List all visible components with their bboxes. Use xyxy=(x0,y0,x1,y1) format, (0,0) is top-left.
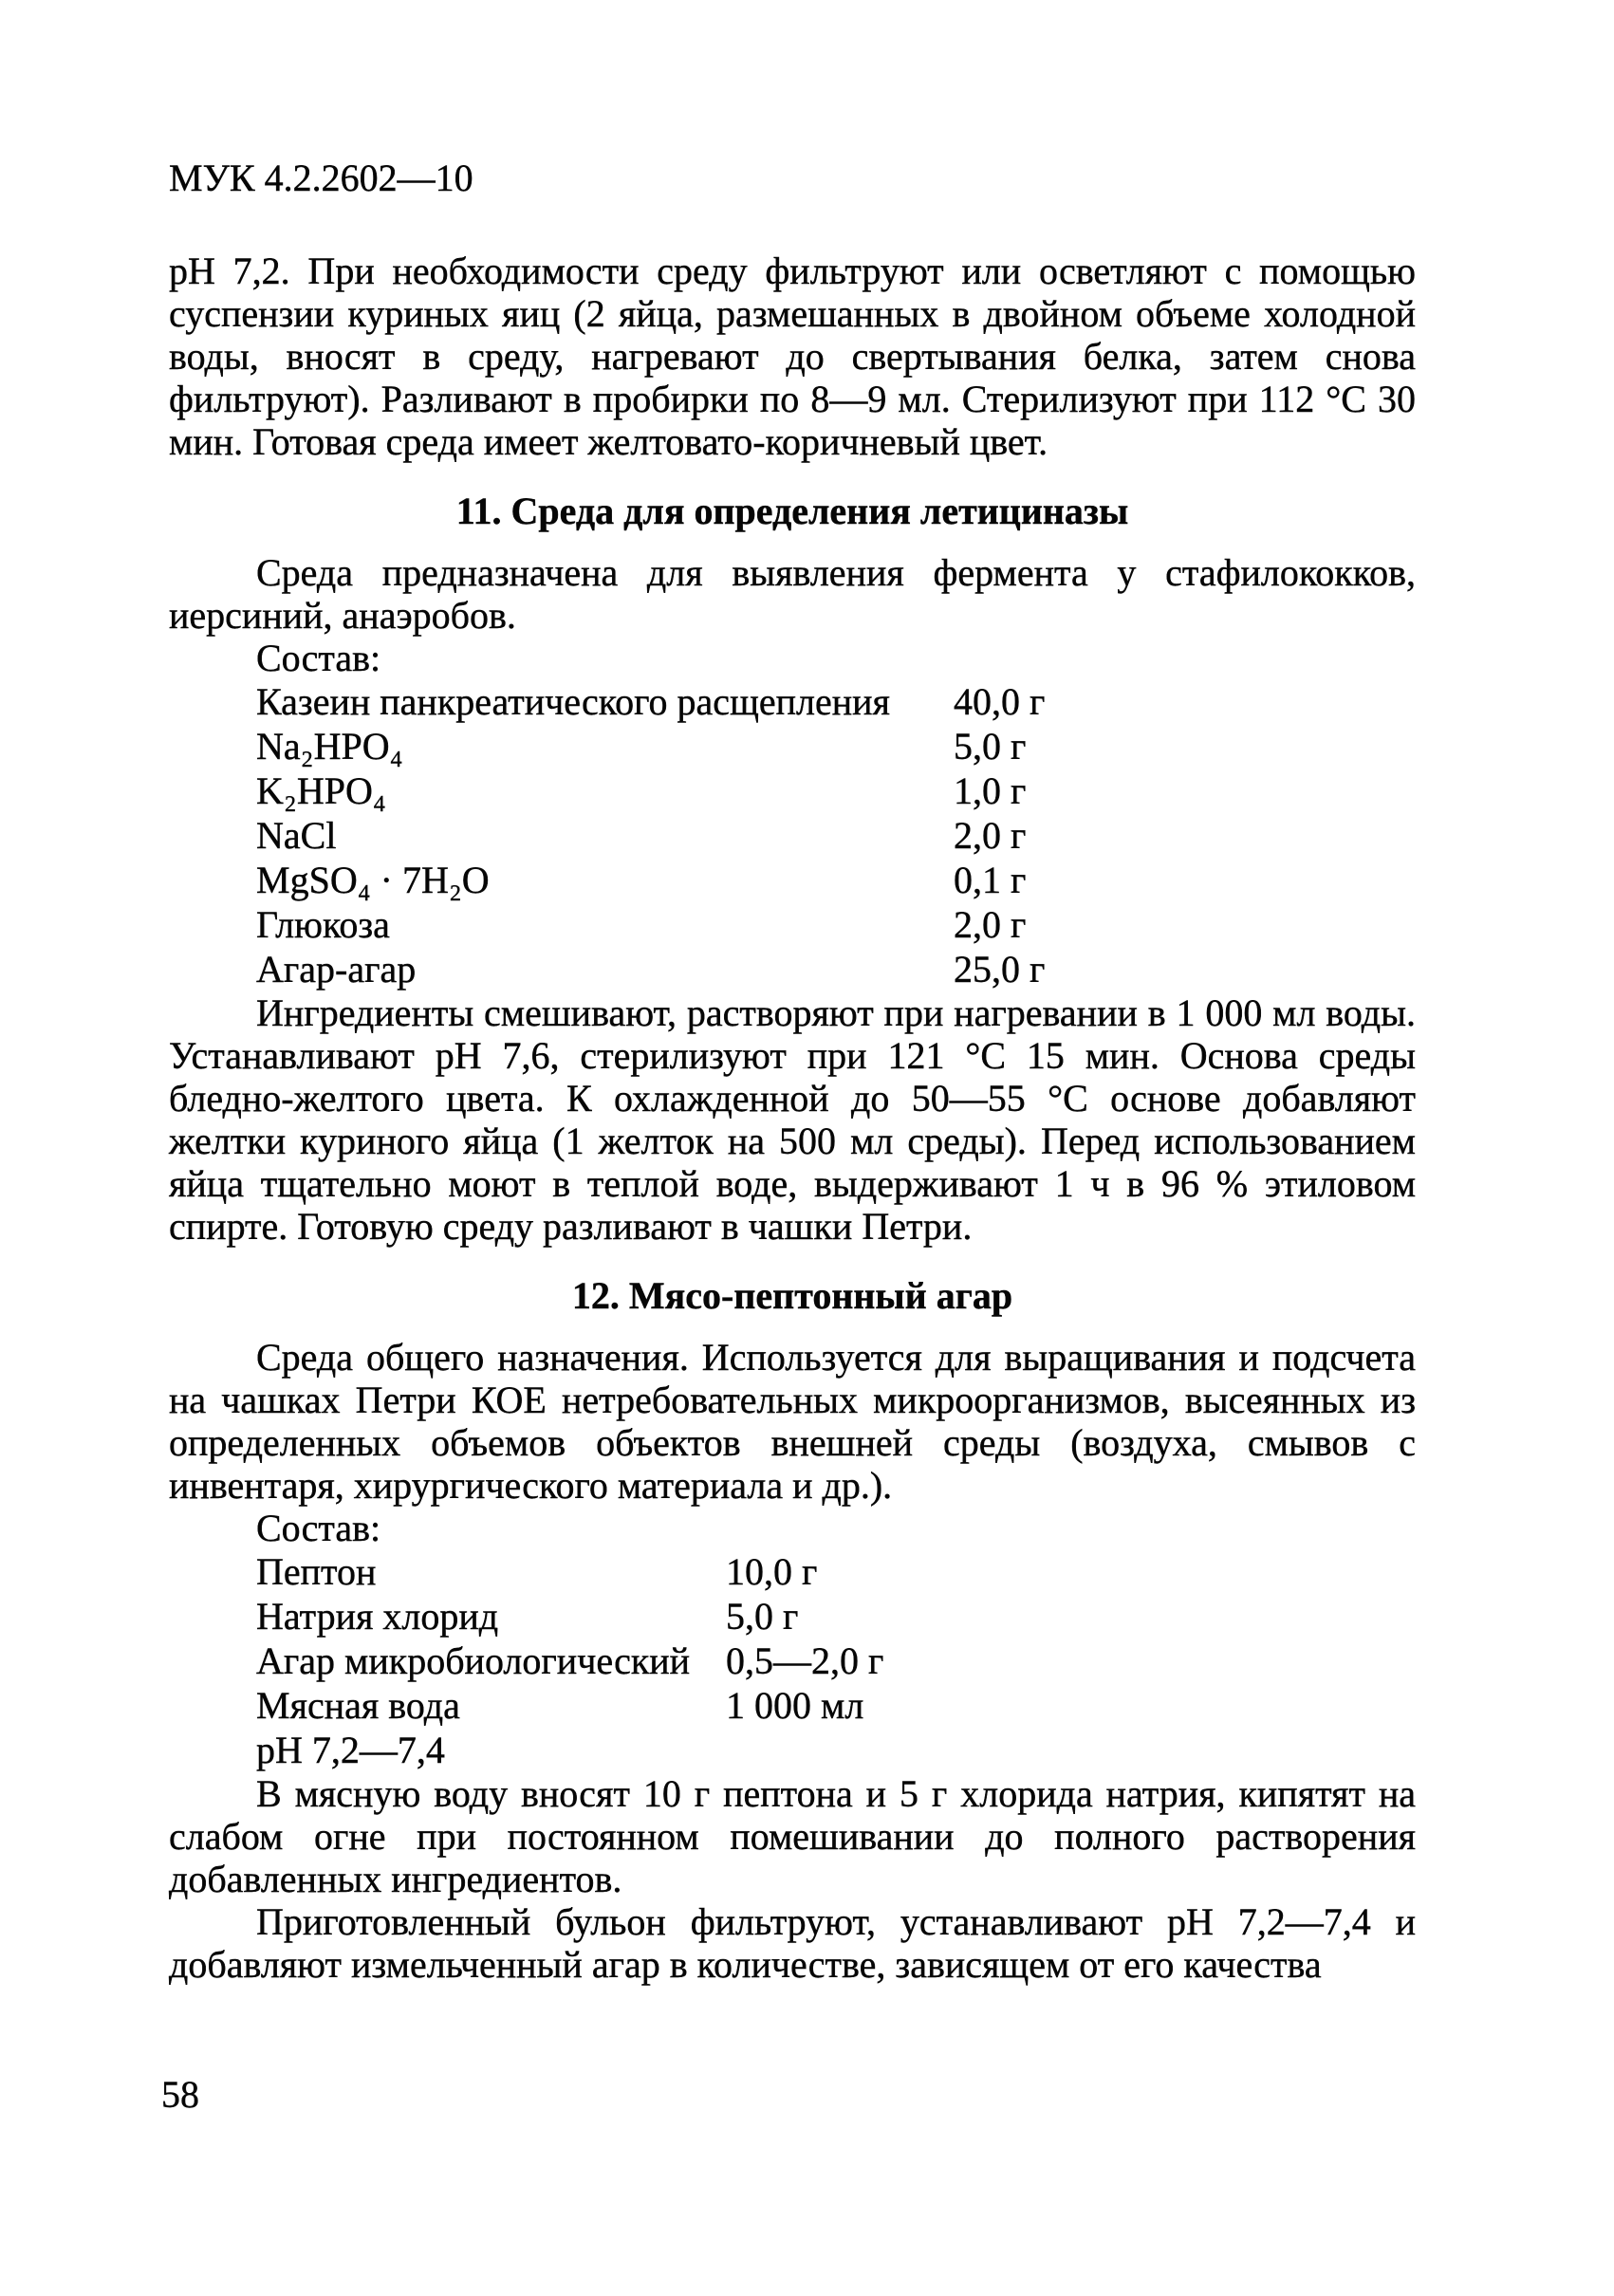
ingredient-amount: 40,0 г xyxy=(954,680,1046,723)
ingredient-amount: 2,0 г xyxy=(954,903,1027,946)
ingredient-name: Казеин панкреатического расщепления xyxy=(256,680,890,723)
ph-value-line: pH 7,2—7,4 xyxy=(256,1729,445,1771)
ingredient-amount: 1 000 мл xyxy=(726,1684,864,1727)
ingredient-amount: 5,0 г xyxy=(726,1595,799,1638)
section-11-purpose: Среда предназначена для выявления фермента у стафилококков, иерсиний, анаэробов. xyxy=(169,551,1416,637)
page-number: 58 xyxy=(161,2073,199,2116)
section-12-composition-label: Состав: xyxy=(256,1507,381,1549)
doc-code-header: МУК 4.2.2602—10 xyxy=(169,157,473,199)
section-12-preparation-2: Приготовленный бульон фильтруют, устанавливают pH 7,2—7,4 и добавляют измельченный агар в количестве, зависящем от его качества xyxy=(169,1900,1416,1986)
ingredient-amount: 2,0 г xyxy=(954,814,1027,857)
ingredient-name: Na₂HPO₄ xyxy=(256,725,403,768)
section-11-preparation: Ингредиенты смешивают, растворяют при нагревании в 1 000 мл воды. Устанавливают pH 7,6, стерилизуют при 121 °С 15 мин. Основа среды бледно-желтого цвета. К охлажденной до 50—55 °С основе добавляют желтки куриного яйца (1 желток на 500 мл среды). Перед использованием яйца тщательно моют в теплой воде, выдерживают 1 ч в 96 % этиловом спирте. Готовую среду разливают в чашки Петри. xyxy=(169,991,1416,1248)
ingredient-name: Мясная вода xyxy=(256,1684,460,1727)
ingredient-amount: 5,0 г xyxy=(954,725,1027,768)
ingredient-amount: 0,1 г xyxy=(954,859,1027,901)
intro-paragraph: pH 7,2. При необходимости среду фильтруют или осветляют с помощью суспензии куриных яиц (2 яйца, размешанных в двойном объеме холодной воды, вносят в среду, нагревают до свертывания белка, затем снова фильтруют). Разливают в пробирки по 8—9 мл. Стерилизуют при 112 °С 30 мин. Готовая среда имеет желтовато-коричневый цвет. xyxy=(169,250,1416,463)
ingredient-row xyxy=(256,1639,1416,1683)
section-12-purpose: Среда общего назначения. Используется для выращивания и подсчета на чашках Петри КОЕ нетребовательных микроорганизмов, высеянных из определенных объемов объектов внешней среды (воздуха, смывов с инвентаря, хирургического материала и др.). xyxy=(169,1336,1416,1507)
ingredient-name: Агар микробиологический xyxy=(256,1639,691,1682)
section-12-preparation-1: В мясную воду вносят 10 г пептона и 5 г хлорида натрия, кипятят на слабом огне при постоянном помешивании до полного растворения добавленных ингредиентов. xyxy=(169,1772,1416,1900)
section-11-heading: 11. Среда для определения летициназы xyxy=(455,490,1129,532)
ingredient-row xyxy=(256,1549,1416,1594)
section-12-ingredients-table xyxy=(256,1549,1416,1728)
ingredient-row xyxy=(256,724,1416,768)
ingredient-row xyxy=(256,1594,1416,1639)
ingredient-amount: 10,0 г xyxy=(726,1550,818,1593)
section-11-composition-label: Состав: xyxy=(256,637,381,679)
ingredient-row xyxy=(256,858,1416,902)
ingredient-row xyxy=(256,679,1416,724)
section-11-ingredients-table xyxy=(256,679,1416,991)
ingredient-name: K₂HPO₄ xyxy=(256,769,386,812)
ingredient-row xyxy=(256,1683,1416,1728)
ingredient-name: Агар-агар xyxy=(256,948,417,991)
ingredient-row xyxy=(256,768,1416,813)
ingredient-amount: 0,5—2,0 г xyxy=(726,1639,884,1682)
ingredient-row xyxy=(256,902,1416,947)
ingredient-amount: 1,0 г xyxy=(954,769,1027,812)
ingredient-name: MgSO₄ · 7H₂O xyxy=(256,859,490,901)
ingredient-name: Глюкоза xyxy=(256,903,390,946)
ingredient-name: Натрия хлорид xyxy=(256,1595,499,1638)
ingredient-name: NaCl xyxy=(256,814,337,857)
ingredient-amount: 25,0 г xyxy=(954,948,1046,991)
ingredient-name: Пептон xyxy=(256,1550,377,1593)
section-12-heading: 12. Мясо-пептонный агар xyxy=(571,1274,1013,1317)
ingredient-row xyxy=(256,813,1416,858)
ingredient-row xyxy=(256,947,1416,991)
